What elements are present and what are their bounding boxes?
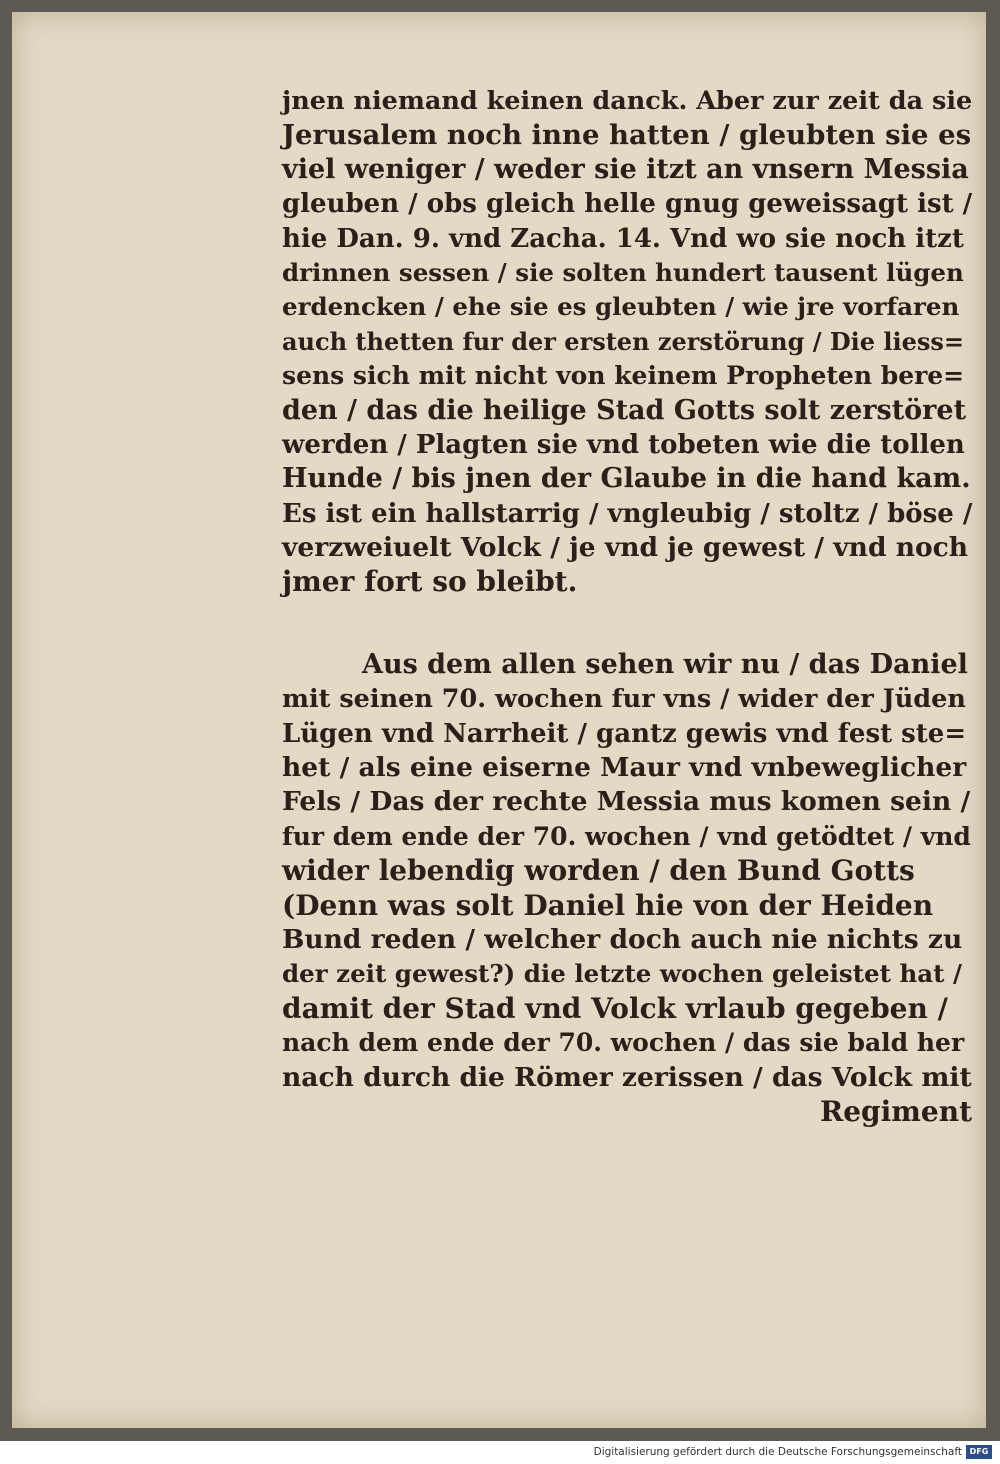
text-line: Aus dem allen sehen wir nu / das Daniel: [362, 648, 968, 680]
text-line: (Denn was solt Daniel hie von der Heiden: [282, 888, 934, 922]
text-line: sens sich mit nicht von keinem Propheten bere=: [282, 361, 965, 391]
funding-credit: Digitalisierung gefördert durch die Deutsche Forschungsgemeinschaft: [593, 1446, 962, 1458]
text-line: Bund reden / welcher doch auch nie nichts zu: [282, 923, 963, 955]
text-line: jnen niemand keinen danck. Aber zur zeit da sie: [282, 86, 973, 116]
dfg-logo[interactable]: DFG: [966, 1445, 992, 1459]
text-line: der zeit gewest?) die letzte wochen geleistet hat /: [282, 959, 962, 989]
text-line: mit seinen 70. wochen fur vns / wider der Jüden: [282, 684, 966, 715]
text-line: wider lebendig worden / den Bund Gotts: [282, 854, 915, 888]
paragraph-gap: [282, 600, 972, 648]
text-line: drinnen sessen / sie solten hundert tausent lügen: [282, 257, 964, 287]
footer-bar: [0, 1441, 1000, 1464]
page-text: [282, 84, 972, 1129]
text-line: verzweiuelt Volck / je vnd je gewest / vnd noch: [282, 532, 969, 564]
catchword: Regiment: [819, 1094, 972, 1128]
text-line: viel weniger / weder sie itzt an vnsern Messia: [282, 153, 969, 185]
text-line: nach durch die Römer zerissen / das Volck mit: [282, 1061, 972, 1093]
text-line: fur dem ende der 70. wochen / vnd getödtet / vnd: [282, 821, 971, 851]
text-line: hie Dan. 9. vnd Zacha. 14. Vnd wo sie noch itzt: [282, 223, 964, 254]
paragraph-2: [282, 648, 972, 1095]
text-line: nach dem ende der 70. wochen / das sie bald her: [282, 1028, 965, 1058]
paragraph-1: [282, 84, 972, 600]
text-line: den / das die heilige Stad Gotts solt zerstöret: [282, 394, 967, 426]
text-line: Fels / Das der rechte Messia mus komen sein /: [282, 786, 971, 818]
text-line: jmer fort so bleibt.: [282, 565, 578, 599]
text-line: auch thetten fur der ersten zerstörung / Die liess=: [282, 326, 965, 356]
text-line: Es ist ein hallstarrig / vngleubig / stoltz / böse /: [282, 498, 973, 529]
text-line: gleuben / obs gleich helle gnug geweissagt ist /: [282, 189, 973, 220]
book-page: [12, 12, 986, 1428]
text-line: Hunde / bis jnen der Glaube in die hand kam.: [282, 463, 971, 495]
text-line: Jerusalem noch inne hatten / gleubten sie es: [282, 119, 972, 152]
text-line: Lügen vnd Narrheit / gantz gewis vnd fest ste=: [282, 718, 967, 749]
text-line: werden / Plagten sie vnd tobeten wie die tollen: [282, 429, 965, 460]
text-line: het / als eine eiserne Maur vnd vnbeweglicher: [282, 752, 967, 784]
text-line: damit der Stad vnd Volck vrlaub gegeben /: [282, 991, 948, 1025]
text-line: erdencken / ehe sie es gleubten / wie jre vorfaren: [282, 292, 960, 322]
